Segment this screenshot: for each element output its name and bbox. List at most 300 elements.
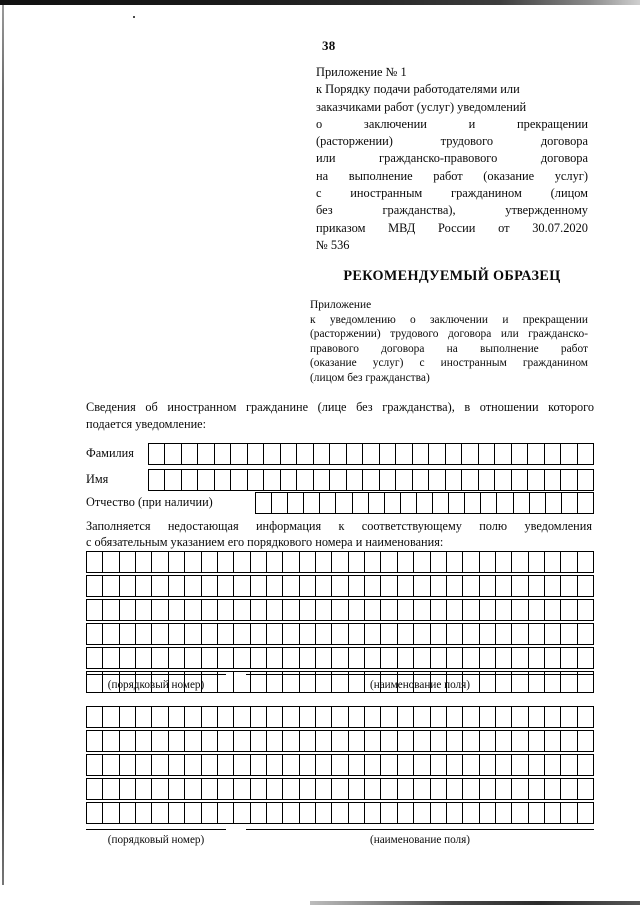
character-cell[interactable] <box>256 493 272 513</box>
character-cell[interactable] <box>87 707 103 727</box>
character-cell[interactable] <box>304 493 320 513</box>
grid-row[interactable] <box>86 551 594 573</box>
character-cell[interactable] <box>103 648 119 668</box>
character-cell[interactable] <box>414 731 430 751</box>
character-cell[interactable] <box>136 624 152 644</box>
character-cell[interactable] <box>120 576 136 596</box>
character-cell[interactable] <box>218 755 234 775</box>
character-cell[interactable] <box>385 493 401 513</box>
character-cell[interactable] <box>512 755 528 775</box>
character-cell[interactable] <box>198 470 214 490</box>
character-cell[interactable] <box>218 779 234 799</box>
character-cell[interactable] <box>218 648 234 668</box>
character-cell[interactable] <box>288 493 304 513</box>
character-cell[interactable] <box>300 731 316 751</box>
character-cell[interactable] <box>314 444 330 464</box>
character-cell[interactable] <box>152 648 168 668</box>
character-cell[interactable] <box>545 731 561 751</box>
character-cell[interactable] <box>251 552 267 572</box>
character-cell[interactable] <box>202 576 218 596</box>
character-cell[interactable] <box>578 707 593 727</box>
character-cell[interactable] <box>495 470 511 490</box>
character-cell[interactable] <box>231 470 247 490</box>
character-cell[interactable] <box>381 624 397 644</box>
character-cell[interactable] <box>267 648 283 668</box>
character-cell[interactable] <box>218 576 234 596</box>
character-cell[interactable] <box>545 779 561 799</box>
character-cell[interactable] <box>267 707 283 727</box>
character-cell[interactable] <box>169 803 185 823</box>
character-cell[interactable] <box>480 648 496 668</box>
character-cell[interactable] <box>185 648 201 668</box>
character-cell[interactable] <box>267 779 283 799</box>
character-cell[interactable] <box>480 624 496 644</box>
character-cell[interactable] <box>545 576 561 596</box>
character-cell[interactable] <box>431 803 447 823</box>
character-cell[interactable] <box>497 493 513 513</box>
character-cell[interactable] <box>561 648 577 668</box>
character-cell[interactable] <box>87 803 103 823</box>
character-cell[interactable] <box>169 755 185 775</box>
character-cell[interactable] <box>87 552 103 572</box>
character-cell[interactable] <box>185 755 201 775</box>
character-cell[interactable] <box>120 803 136 823</box>
character-cell[interactable] <box>431 624 447 644</box>
character-cell[interactable] <box>300 755 316 775</box>
character-cell[interactable] <box>479 444 495 464</box>
character-cell[interactable] <box>202 600 218 620</box>
character-cell[interactable] <box>365 779 381 799</box>
character-cell[interactable] <box>136 779 152 799</box>
character-cell[interactable] <box>120 779 136 799</box>
character-cell[interactable] <box>365 803 381 823</box>
character-cell[interactable] <box>414 707 430 727</box>
character-cell[interactable] <box>447 779 463 799</box>
character-cell[interactable] <box>381 755 397 775</box>
character-cell[interactable] <box>202 624 218 644</box>
character-cell[interactable] <box>545 470 561 490</box>
character-cell[interactable] <box>349 707 365 727</box>
character-cell[interactable] <box>365 648 381 668</box>
character-cell[interactable] <box>561 707 577 727</box>
character-cell[interactable] <box>316 707 332 727</box>
character-cell[interactable] <box>431 779 447 799</box>
character-cell[interactable] <box>283 624 299 644</box>
character-cell[interactable] <box>283 552 299 572</box>
character-cell[interactable] <box>496 779 512 799</box>
character-cell[interactable] <box>283 707 299 727</box>
character-cell[interactable] <box>283 576 299 596</box>
character-cell[interactable] <box>496 576 512 596</box>
character-cell[interactable] <box>414 576 430 596</box>
character-cell[interactable] <box>169 779 185 799</box>
character-cell[interactable] <box>431 731 447 751</box>
field-patronymic-input[interactable] <box>255 492 594 514</box>
character-cell[interactable] <box>185 803 201 823</box>
character-cell[interactable] <box>349 731 365 751</box>
character-cell[interactable] <box>512 707 528 727</box>
character-cell[interactable] <box>398 731 414 751</box>
character-cell[interactable] <box>152 731 168 751</box>
character-cell[interactable] <box>251 624 267 644</box>
character-cell[interactable] <box>264 444 280 464</box>
character-cell[interactable] <box>514 493 530 513</box>
character-cell[interactable] <box>267 803 283 823</box>
character-cell[interactable] <box>512 576 528 596</box>
character-cell[interactable] <box>332 779 348 799</box>
character-cell[interactable] <box>300 576 316 596</box>
character-cell[interactable] <box>234 552 250 572</box>
character-cell[interactable] <box>578 552 593 572</box>
character-cell[interactable] <box>446 444 462 464</box>
character-cell[interactable] <box>480 755 496 775</box>
character-cell[interactable] <box>447 624 463 644</box>
grid-row[interactable] <box>86 599 594 621</box>
character-cell[interactable] <box>251 707 267 727</box>
character-cell[interactable] <box>316 803 332 823</box>
character-cell[interactable] <box>300 624 316 644</box>
character-cell[interactable] <box>283 731 299 751</box>
character-cell[interactable] <box>431 755 447 775</box>
character-cell[interactable] <box>369 493 385 513</box>
character-cell[interactable] <box>480 576 496 596</box>
character-cell[interactable] <box>332 707 348 727</box>
character-cell[interactable] <box>264 470 280 490</box>
character-cell[interactable] <box>398 779 414 799</box>
character-cell[interactable] <box>365 624 381 644</box>
character-cell[interactable] <box>480 779 496 799</box>
character-cell[interactable] <box>267 552 283 572</box>
character-cell[interactable] <box>481 493 497 513</box>
character-cell[interactable] <box>251 648 267 668</box>
character-cell[interactable] <box>87 731 103 751</box>
character-cell[interactable] <box>496 552 512 572</box>
character-cell[interactable] <box>401 493 417 513</box>
character-cell[interactable] <box>479 470 495 490</box>
character-cell[interactable] <box>251 576 267 596</box>
character-cell[interactable] <box>480 600 496 620</box>
character-cell[interactable] <box>103 576 119 596</box>
character-cell[interactable] <box>447 755 463 775</box>
character-cell[interactable] <box>202 707 218 727</box>
character-cell[interactable] <box>234 803 250 823</box>
character-cell[interactable] <box>218 552 234 572</box>
character-cell[interactable] <box>332 648 348 668</box>
character-cell[interactable] <box>365 707 381 727</box>
character-cell[interactable] <box>465 493 481 513</box>
character-cell[interactable] <box>463 803 479 823</box>
character-cell[interactable] <box>365 755 381 775</box>
character-cell[interactable] <box>316 600 332 620</box>
character-cell[interactable] <box>234 624 250 644</box>
character-cell[interactable] <box>185 576 201 596</box>
character-cell[interactable] <box>165 444 181 464</box>
character-cell[interactable] <box>529 552 545 572</box>
character-cell[interactable] <box>578 648 593 668</box>
character-cell[interactable] <box>398 552 414 572</box>
character-cell[interactable] <box>446 470 462 490</box>
character-cell[interactable] <box>202 648 218 668</box>
character-cell[interactable] <box>396 444 412 464</box>
character-cell[interactable] <box>431 707 447 727</box>
character-cell[interactable] <box>103 707 119 727</box>
grid-row[interactable] <box>86 623 594 645</box>
character-cell[interactable] <box>332 600 348 620</box>
character-cell[interactable] <box>561 444 577 464</box>
character-cell[interactable] <box>248 470 264 490</box>
character-cell[interactable] <box>231 444 247 464</box>
character-cell[interactable] <box>363 444 379 464</box>
character-cell[interactable] <box>545 552 561 572</box>
character-cell[interactable] <box>234 707 250 727</box>
character-cell[interactable] <box>447 707 463 727</box>
character-cell[interactable] <box>414 552 430 572</box>
character-cell[interactable] <box>316 624 332 644</box>
character-cell[interactable] <box>202 779 218 799</box>
character-cell[interactable] <box>480 707 496 727</box>
character-cell[interactable] <box>512 731 528 751</box>
character-cell[interactable] <box>496 755 512 775</box>
character-cell[interactable] <box>578 600 593 620</box>
character-cell[interactable] <box>349 624 365 644</box>
character-cell[interactable] <box>182 470 198 490</box>
character-cell[interactable] <box>87 576 103 596</box>
character-cell[interactable] <box>449 493 465 513</box>
character-cell[interactable] <box>267 755 283 775</box>
character-cell[interactable] <box>462 444 478 464</box>
character-cell[interactable] <box>512 552 528 572</box>
character-cell[interactable] <box>349 600 365 620</box>
character-cell[interactable] <box>398 755 414 775</box>
character-cell[interactable] <box>248 444 264 464</box>
character-cell[interactable] <box>447 576 463 596</box>
character-cell[interactable] <box>87 779 103 799</box>
character-cell[interactable] <box>463 755 479 775</box>
character-cell[interactable] <box>561 731 577 751</box>
additional-info-block-1[interactable] <box>86 551 594 693</box>
additional-info-block-2[interactable] <box>86 706 594 824</box>
character-cell[interactable] <box>185 600 201 620</box>
field-firstname-input[interactable] <box>148 469 594 491</box>
character-cell[interactable] <box>300 779 316 799</box>
character-cell[interactable] <box>578 731 593 751</box>
character-cell[interactable] <box>529 803 545 823</box>
character-cell[interactable] <box>103 624 119 644</box>
character-cell[interactable] <box>381 707 397 727</box>
character-cell[interactable] <box>336 493 352 513</box>
character-cell[interactable] <box>234 755 250 775</box>
character-cell[interactable] <box>234 648 250 668</box>
character-cell[interactable] <box>512 624 528 644</box>
character-cell[interactable] <box>413 444 429 464</box>
character-cell[interactable] <box>103 600 119 620</box>
character-cell[interactable] <box>381 552 397 572</box>
character-cell[interactable] <box>529 624 545 644</box>
character-cell[interactable] <box>447 731 463 751</box>
character-cell[interactable] <box>480 552 496 572</box>
character-cell[interactable] <box>528 444 544 464</box>
character-cell[interactable] <box>433 493 449 513</box>
character-cell[interactable] <box>185 707 201 727</box>
character-cell[interactable] <box>463 624 479 644</box>
character-cell[interactable] <box>152 552 168 572</box>
character-cell[interactable] <box>561 624 577 644</box>
character-cell[interactable] <box>136 648 152 668</box>
character-cell[interactable] <box>381 731 397 751</box>
character-cell[interactable] <box>300 600 316 620</box>
character-cell[interactable] <box>447 552 463 572</box>
character-cell[interactable] <box>512 470 528 490</box>
character-cell[interactable] <box>136 707 152 727</box>
character-cell[interactable] <box>381 648 397 668</box>
character-cell[interactable] <box>349 576 365 596</box>
character-cell[interactable] <box>578 755 593 775</box>
character-cell[interactable] <box>413 470 429 490</box>
character-cell[interactable] <box>396 470 412 490</box>
character-cell[interactable] <box>545 600 561 620</box>
character-cell[interactable] <box>380 444 396 464</box>
field-surname-input[interactable] <box>148 443 594 465</box>
character-cell[interactable] <box>431 648 447 668</box>
character-cell[interactable] <box>447 803 463 823</box>
character-cell[interactable] <box>234 779 250 799</box>
grid-row[interactable] <box>86 730 594 752</box>
character-cell[interactable] <box>300 552 316 572</box>
character-cell[interactable] <box>215 444 231 464</box>
character-cell[interactable] <box>429 444 445 464</box>
character-cell[interactable] <box>136 731 152 751</box>
character-cell[interactable] <box>332 731 348 751</box>
character-cell[interactable] <box>414 600 430 620</box>
character-cell[interactable] <box>398 707 414 727</box>
character-cell[interactable] <box>251 803 267 823</box>
character-cell[interactable] <box>463 648 479 668</box>
character-cell[interactable] <box>561 755 577 775</box>
character-cell[interactable] <box>529 576 545 596</box>
character-cell[interactable] <box>300 648 316 668</box>
character-cell[interactable] <box>512 444 528 464</box>
character-cell[interactable] <box>380 470 396 490</box>
character-cell[interactable] <box>234 600 250 620</box>
character-cell[interactable] <box>417 493 433 513</box>
character-cell[interactable] <box>496 731 512 751</box>
character-cell[interactable] <box>512 648 528 668</box>
character-cell[interactable] <box>182 444 198 464</box>
character-cell[interactable] <box>512 779 528 799</box>
character-cell[interactable] <box>198 444 214 464</box>
character-cell[interactable] <box>398 803 414 823</box>
character-cell[interactable] <box>561 470 577 490</box>
character-cell[interactable] <box>545 755 561 775</box>
character-cell[interactable] <box>578 624 593 644</box>
character-cell[interactable] <box>414 779 430 799</box>
character-cell[interactable] <box>215 470 231 490</box>
character-cell[interactable] <box>381 779 397 799</box>
character-cell[interactable] <box>87 600 103 620</box>
character-cell[interactable] <box>414 624 430 644</box>
character-cell[interactable] <box>165 470 181 490</box>
character-cell[interactable] <box>496 648 512 668</box>
character-cell[interactable] <box>414 755 430 775</box>
character-cell[interactable] <box>347 444 363 464</box>
character-cell[interactable] <box>320 493 336 513</box>
character-cell[interactable] <box>332 755 348 775</box>
character-cell[interactable] <box>545 707 561 727</box>
character-cell[interactable] <box>283 755 299 775</box>
character-cell[interactable] <box>169 576 185 596</box>
grid-row[interactable] <box>86 647 594 669</box>
character-cell[interactable] <box>185 731 201 751</box>
character-cell[interactable] <box>480 731 496 751</box>
character-cell[interactable] <box>283 803 299 823</box>
character-cell[interactable] <box>463 552 479 572</box>
character-cell[interactable] <box>283 779 299 799</box>
character-cell[interactable] <box>431 552 447 572</box>
character-cell[interactable] <box>149 444 165 464</box>
character-cell[interactable] <box>218 600 234 620</box>
character-cell[interactable] <box>496 600 512 620</box>
character-cell[interactable] <box>496 707 512 727</box>
character-cell[interactable] <box>332 624 348 644</box>
character-cell[interactable] <box>429 470 445 490</box>
character-cell[interactable] <box>202 755 218 775</box>
character-cell[interactable] <box>234 731 250 751</box>
character-cell[interactable] <box>169 600 185 620</box>
character-cell[interactable] <box>463 707 479 727</box>
character-cell[interactable] <box>136 755 152 775</box>
character-cell[interactable] <box>87 648 103 668</box>
character-cell[interactable] <box>152 803 168 823</box>
character-cell[interactable] <box>169 552 185 572</box>
character-cell[interactable] <box>316 552 332 572</box>
character-cell[interactable] <box>152 576 168 596</box>
character-cell[interactable] <box>463 576 479 596</box>
character-cell[interactable] <box>562 493 578 513</box>
character-cell[interactable] <box>447 600 463 620</box>
character-cell[interactable] <box>136 576 152 596</box>
character-cell[interactable] <box>103 755 119 775</box>
character-cell[interactable] <box>495 444 511 464</box>
character-cell[interactable] <box>297 444 313 464</box>
character-cell[interactable] <box>365 552 381 572</box>
character-cell[interactable] <box>496 624 512 644</box>
character-cell[interactable] <box>152 707 168 727</box>
character-cell[interactable] <box>349 552 365 572</box>
character-cell[interactable] <box>283 600 299 620</box>
grid-row[interactable] <box>86 706 594 728</box>
character-cell[interactable] <box>431 576 447 596</box>
character-cell[interactable] <box>529 600 545 620</box>
character-cell[interactable] <box>463 600 479 620</box>
character-cell[interactable] <box>120 600 136 620</box>
character-cell[interactable] <box>365 731 381 751</box>
character-cell[interactable] <box>103 803 119 823</box>
character-cell[interactable] <box>251 779 267 799</box>
character-cell[interactable] <box>136 552 152 572</box>
character-cell[interactable] <box>330 444 346 464</box>
character-cell[interactable] <box>529 755 545 775</box>
character-cell[interactable] <box>353 493 369 513</box>
character-cell[interactable] <box>347 470 363 490</box>
character-cell[interactable] <box>316 648 332 668</box>
character-cell[interactable] <box>496 803 512 823</box>
character-cell[interactable] <box>381 576 397 596</box>
character-cell[interactable] <box>103 779 119 799</box>
character-cell[interactable] <box>316 779 332 799</box>
character-cell[interactable] <box>218 624 234 644</box>
character-cell[interactable] <box>120 707 136 727</box>
character-cell[interactable] <box>103 552 119 572</box>
